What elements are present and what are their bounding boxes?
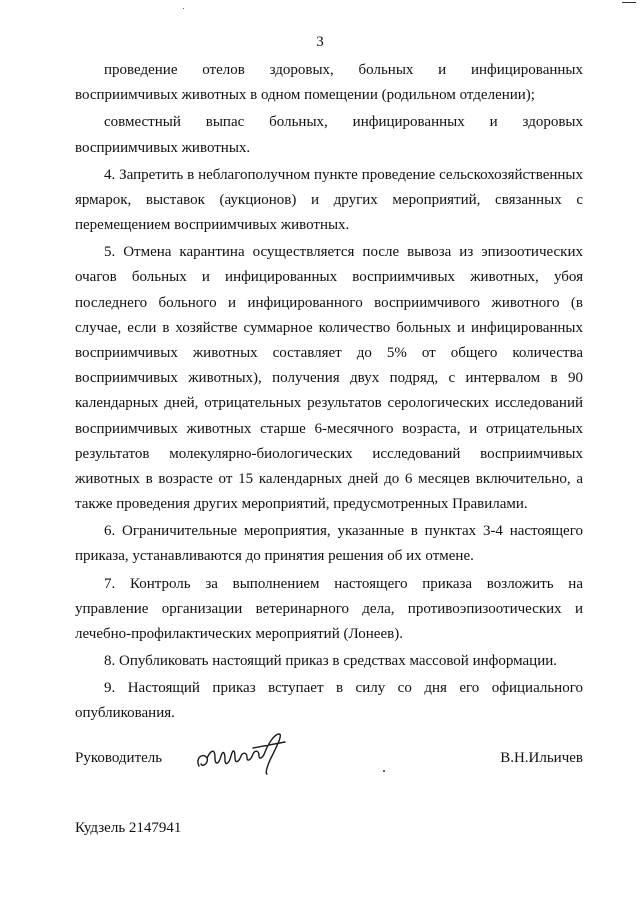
handwritten-signature [193,728,288,776]
scan-speck [183,8,184,9]
paragraph: проведение отелов здоровых, больных и инфицированных восприимчивых животных в одном помещении (родильном отделении); [75,62,583,104]
executor-contact: Кудзель 2147941 [75,820,182,836]
signer-role: Руководитель [75,750,163,766]
paragraph: 9. Настоящий приказ вступает в силу со дня его официального опубликования. [75,680,583,722]
paragraph: 4. Запретить в неблагополучном пункте проведение сельскохозяйственных ярмарок, выставок (аукционов) и других мероприятий, связанных с перемещением восприимчивых животных. [75,166,583,233]
paragraph: 6. Ограничительные мероприятия, указанные в пунктах 3-4 настоящего приказа, устанавливаются до принятия решения об их отмене. [75,523,583,565]
paragraph: 7. Контроль за выполнением настоящего приказа возложить на управление организации ветеринарного дела, противоэпизоотических и лечебно-профилактических мероприятий (Лонеев). [75,575,583,642]
paragraph: совместный выпас больных, инфицированных и здоровых восприимчивых животных. [75,114,583,156]
page-number: 3 [316,34,324,50]
paragraph: 8. Опубликовать настоящий приказ в средствах массовой информации. [104,653,558,670]
paragraph: 5. Отмена карантина осуществляется после вывоза из эпизоотических очагов больных и инфицированных восприимчивых животных, убоя последнего больного и инфицированного восприимчивого животного (в случае, если в хозяйстве суммарное количество больных и инфицированных восприимчивых животных составляет до 5% от общего количества восприимчивых животных), получения двух подряд, с интервалом в 90 календарных дней, отрицательных результатов серологических исследований восприимчивых животных старше 6-месячного возраста, и отрицательных результатов молекулярно-биологических исследований восприимчивых животных в возрасте от 15 календарных дней до 6 месяцев включительно, а также проведения других мероприятий, предусмотренных Правилами. [75,244,583,513]
scan-speck [383,770,385,772]
signer-name: В.Н.Ильичев [500,750,583,766]
document-body [75,58,583,728]
scan-speck [622,2,636,3]
